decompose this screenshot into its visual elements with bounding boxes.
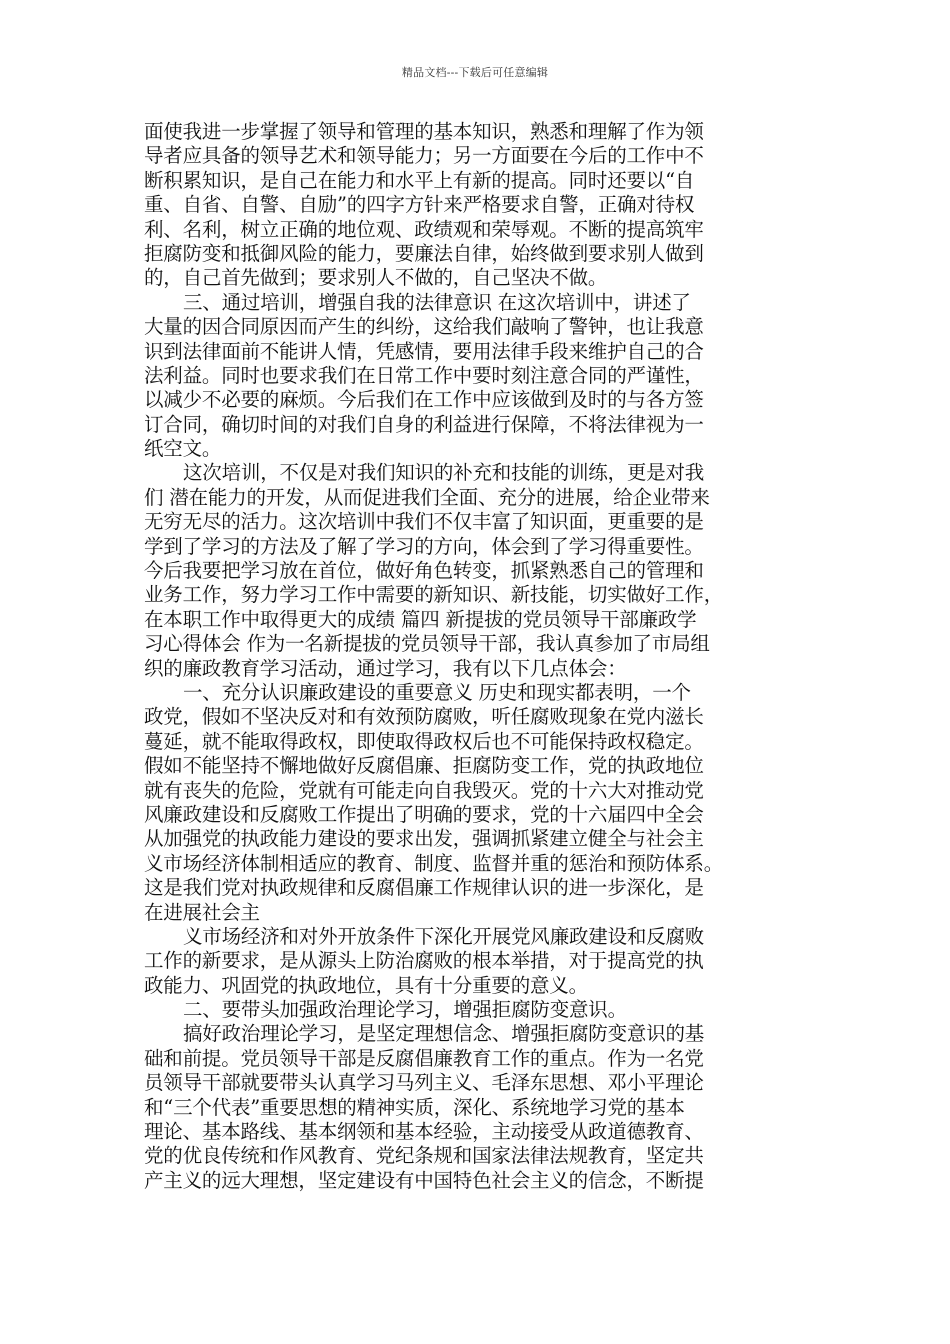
text-line: 在进展社会主 [144, 900, 260, 924]
text-line: 和“三个代表”重要思想的精神实质，深化、系统地学习党的基本 [144, 1095, 685, 1119]
text-line: 们 潜在能力的开发，从而促进我们全面、充分的进展，给企业带来 [144, 485, 710, 509]
text-line: 以减少不必要的麻烦。今后我们在工作中应该做到及时的与各方签 [144, 388, 704, 412]
text-line: 二、要带头加强政治理论学习，增强拒腐防变意识。 [183, 998, 627, 1022]
text-line: 风廉政建设和反腐败工作提出了明确的要求，党的十六届四中全会 [144, 802, 704, 826]
text-line: 党的优良传统和作风教育、党纪条规和国家法律法规教育，坚定共 [144, 1144, 704, 1168]
text-line: 的，自己首先做到；要求别人不做的，自己坚决不做。 [144, 266, 608, 290]
text-line: 织的廉政教育学习活动，通过学习，我有以下几点体会： [144, 656, 627, 680]
text-line: 础和前提。党员领导干部是反腐倡廉教育工作的重点。作为一名党 [144, 1046, 704, 1070]
text-line: 大量的因合同原因而产生的纠纷，这给我们敲响了警钟，也让我意 [144, 315, 704, 339]
text-line: 政党，假如不坚决反对和有效预防腐败，听任腐败现象在党内滋长 [144, 705, 704, 729]
text-line: 纸空文。 [144, 437, 222, 461]
text-line: 员领导干部就要带头认真学习马列主义、毛泽东思想、邓小平理论 [144, 1071, 704, 1095]
text-line: 义市场经济体制相适应的教育、制度、监督并重的惩治和预防体系。 [144, 851, 724, 875]
text-line: 政能力、巩固党的执政地位，具有十分重要的意义。 [144, 973, 588, 997]
text-line: 利、名利，树立正确的地位观、政绩观和荣辱观。不断的提高筑牢 [144, 217, 704, 241]
text-line: 学到了学习的方法及了解了学习的方向，体会到了学习得重要性。 [144, 534, 704, 558]
document-body [144, 120, 806, 1193]
page-header: 精品文档---下载后可任意编辑 [401, 66, 549, 79]
text-line: 工作的新要求，是从源头上防治腐败的根本举措，对于提高党的执 [144, 949, 704, 973]
text-line: 业务工作，努力学习工作中需要的新知识、新技能，切实做好工作， [144, 583, 724, 607]
text-line: 法利益。同时也要求我们在日常工作中要时刻注意合同的严谨性， [144, 363, 704, 387]
text-line: 假如不能坚持不懈地做好反腐倡廉、拒腐防变工作，党的执政地位 [144, 754, 704, 778]
text-line: 订合同，确切时间的对我们自身的利益进行保障，不将法律视为一 [144, 412, 704, 436]
text-line: 断积累知识，是自己在能力和水平上有新的提高。同时还要以“自 [144, 168, 695, 192]
text-line: 从加强党的执政能力建设的要求出发，强调抓紧建立健全与社会主 [144, 827, 704, 851]
text-line: 蔓延，就不能取得政权，即使取得政权后也不可能保持政权稳定。 [144, 729, 704, 753]
text-line: 导者应具备的领导艺术和领导能力；另一方面要在今后的工作中不 [144, 144, 704, 168]
text-line: 面使我进一步掌握了领导和管理的基本知识，熟悉和理解了作为领 [144, 120, 704, 143]
text-line: 拒腐防变和抵御风险的能力，要廉法自律，始终做到要求别人做到 [144, 241, 704, 265]
text-line: 在本职工作中取得更大的成绩 篇四 新提拔的党员领导干部廉政学 [144, 607, 697, 631]
text-line: 一、充分认识廉政建设的重要意义 历史和现实都表明，一个 [183, 680, 691, 704]
text-line: 搞好政治理论学习，是坚定理想信念、增强拒腐防变意识的基 [183, 1022, 705, 1046]
text-line: 习心得体会 作为一名新提拔的党员领导干部，我认真参加了市局组 [144, 632, 710, 656]
text-line: 重、自省、自警、自励”的四字方针来严格要求自警，正确对待权 [144, 193, 695, 217]
text-line: 产主义的远大理想，坚定建设有中国特色社会主义的信念，不断提 [144, 1168, 704, 1192]
text-line: 这是我们党对执政规律和反腐倡廉工作规律认识的进一步深化，是 [144, 876, 704, 900]
text-line: 三、通过培训，增强自我的法律意识 在这次培训中，讲述了 [183, 290, 691, 314]
text-line: 无穷无尽的活力。这次培训中我们不仅丰富了知识面，更重要的是 [144, 510, 704, 534]
text-line: 就有丧失的危险，党就有可能走向自我毁灭。党的十六大对推动党 [144, 778, 704, 802]
text-line: 理论、基本路线、基本纲领和基本经验，主动接受从政道德教育、 [144, 1120, 704, 1144]
text-line: 识到法律面前不能讲人情，凭感情，要用法律手段来维护自己的合 [144, 339, 704, 363]
text-line: 今后我要把学习放在首位，做好角色转变，抓紧熟悉自己的管理和 [144, 559, 704, 583]
text-line: 义市场经济和对外开放条件下深化开展党风廉政建设和反腐败 [183, 924, 705, 948]
text-line: 这次培训，不仅是对我们知识的补充和技能的训练，更是对我 [183, 461, 705, 485]
